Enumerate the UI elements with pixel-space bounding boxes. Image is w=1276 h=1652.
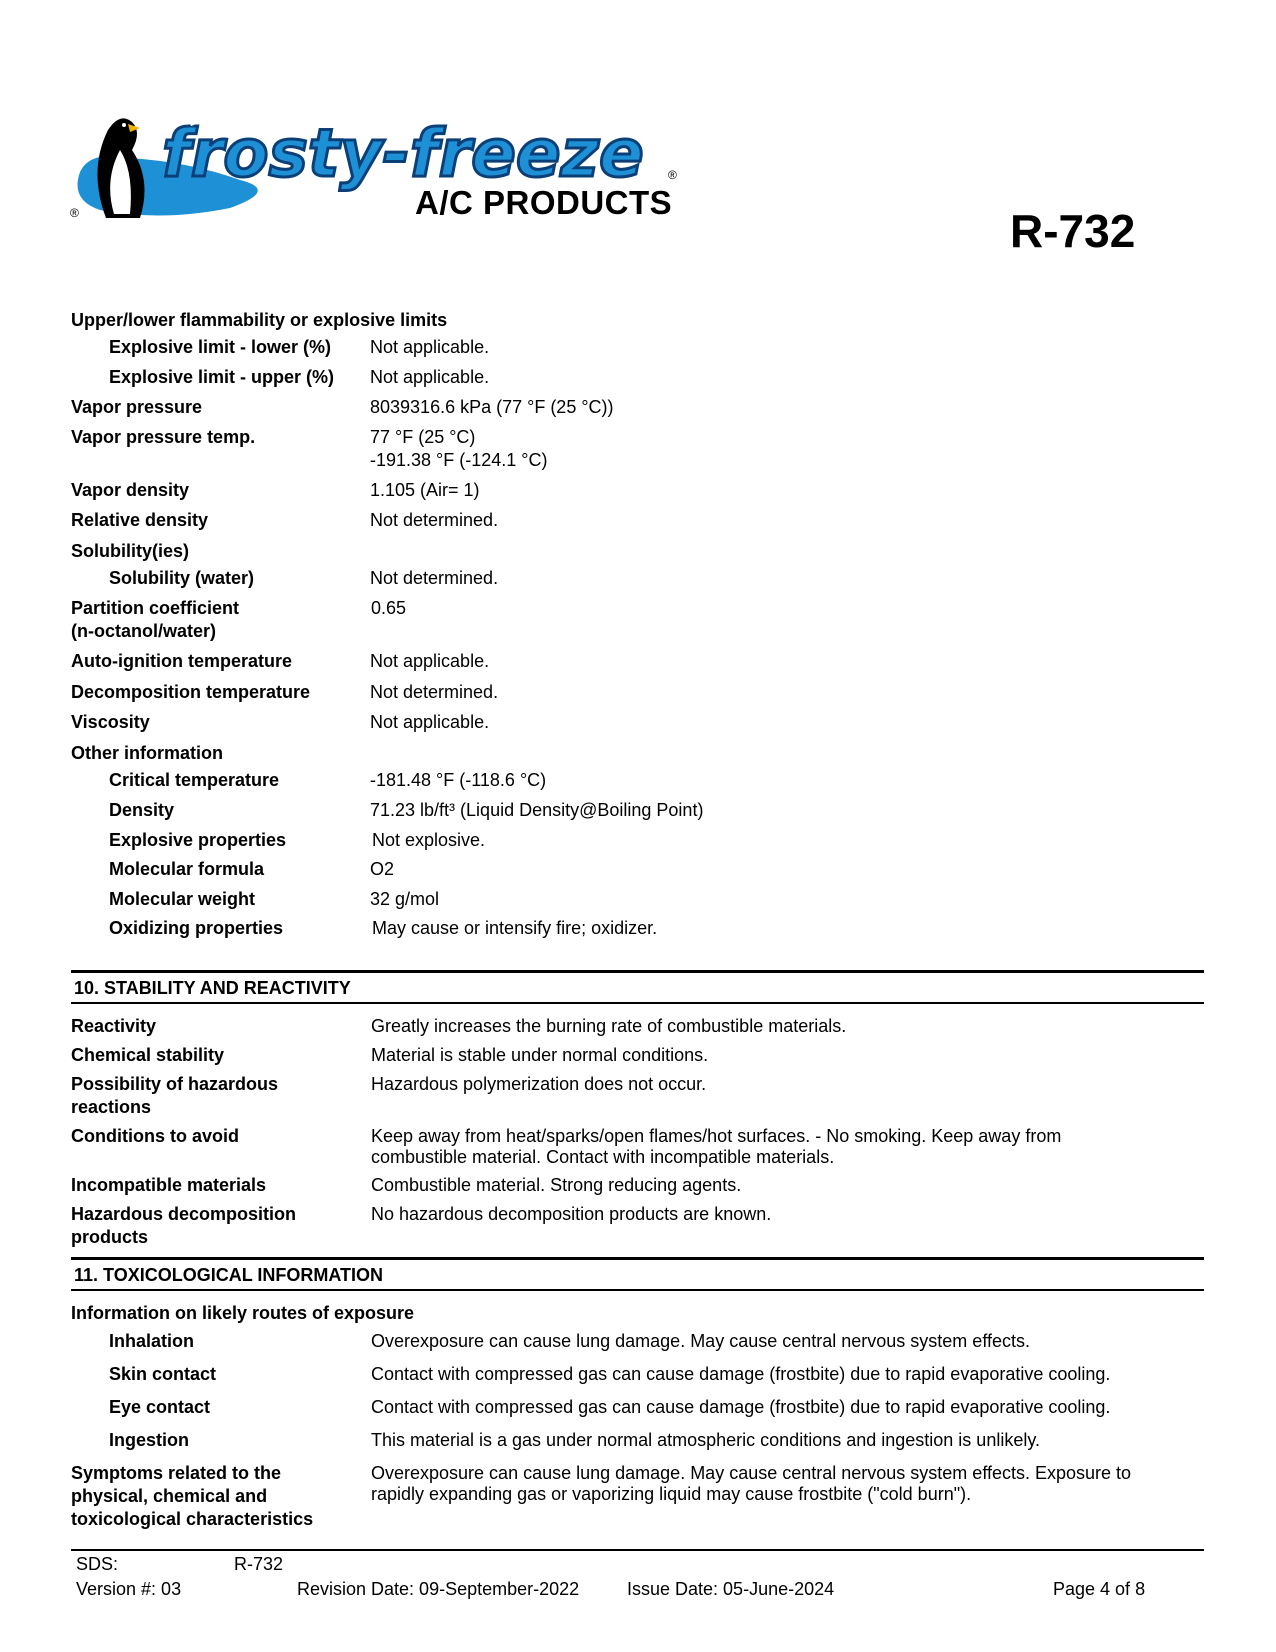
hazardous-decomp-label-2: products [71,1227,149,1247]
conditions-avoid-label: Conditions to avoid [71,1126,239,1146]
solubility-water-value: Not determined. [370,568,499,588]
ingestion-value: This material is a gas under normal atmospheric conditions and ingestion is unlikely. [371,1430,1040,1450]
critical-temp-label: Critical temperature [109,770,280,790]
vapor-pressure-temp-value-1: 77 °F (25 °C) [370,427,476,447]
footer-sds-label: SDS: [76,1554,119,1574]
oxidizing-props-label: Oxidizing properties [109,918,284,938]
eye-contact-label: Eye contact [109,1397,211,1417]
eye-contact-value: Contact with compressed gas can cause damage (frostbite) due to rapid evaporative cooling. [371,1397,1111,1417]
footer-sds-value: R-732 [234,1554,284,1574]
explosive-lower-label: Explosive limit - lower (%) [109,337,332,357]
partition-label-1: Partition coefficient [71,598,240,618]
reactivity-label: Reactivity [71,1016,157,1036]
section-divider [71,1002,1204,1004]
density-label: Density [109,800,175,820]
auto-ignition-label: Auto-ignition temperature [71,651,292,671]
symptoms-label-3: toxicological characteristics [71,1509,314,1529]
oxidizing-props-value: May cause or intensify fire; oxidizer. [372,918,658,938]
solubility-heading: Solubility(ies) [71,541,190,561]
hazardous-reactions-label-2: reactions [71,1097,152,1117]
relative-density-label: Relative density [71,510,209,530]
conditions-avoid-value-1: Keep away from heat/sparks/open flames/hot surfaces. - No smoking. Keep away from [371,1126,1062,1146]
symptoms-value-1: Overexposure can cause lung damage. May cause central nervous system effects. Exposure to [371,1463,1132,1483]
inhalation-value: Overexposure can cause lung damage. May cause central nervous system effects. [371,1331,1031,1351]
footer-divider [71,1549,1204,1551]
skin-contact-label: Skin contact [109,1364,217,1384]
other-info-heading: Other information [71,743,223,763]
symptoms-label-1: Symptoms related to the [71,1463,282,1483]
footer-version: Version #: 03 [76,1579,182,1599]
footer-revision-date: Revision Date: 09-September-2022 [297,1579,580,1599]
registered-mark: ® [70,206,79,220]
vapor-density-value: 1.105 (Air= 1) [370,480,480,500]
density-value: 71.23 lb/ft³ (Liquid Density@Boiling Point) [370,800,704,820]
chemical-stability-value: Material is stable under normal conditions. [371,1045,709,1065]
vapor-density-label: Vapor density [71,480,190,500]
vapor-pressure-value: 8039316.6 kPa (77 °F (25 °C)) [370,397,614,417]
footer-page-number: Page 4 of 8 [1053,1579,1146,1599]
symptoms-label-2: physical, chemical and [71,1486,268,1506]
section-divider [71,1257,1204,1260]
hazardous-reactions-label-1: Possibility of hazardous [71,1074,279,1094]
reactivity-value: Greatly increases the burning rate of combustible materials. [371,1016,847,1036]
hazardous-decomp-label-1: Hazardous decomposition [71,1204,297,1224]
ingestion-label: Ingestion [109,1430,189,1450]
viscosity-value: Not applicable. [370,712,490,732]
explosive-lower-value: Not applicable. [370,337,490,357]
section-11-title: 11. TOXICOLOGICAL INFORMATION [74,1265,384,1285]
hazardous-reactions-value: Hazardous polymerization does not occur. [371,1074,707,1094]
flammability-limits-heading: Upper/lower flammability or explosive limits [71,310,448,330]
chemical-stability-label: Chemical stability [71,1045,225,1065]
critical-temp-value: -181.48 °F (-118.6 °C) [370,770,547,790]
partition-value: 0.65 [371,598,407,618]
explosive-props-value: Not explosive. [372,830,486,850]
symptoms-value-2: rapidly expanding gas or vaporizing liquid may cause frostbite ("cold burn"). [371,1484,972,1504]
section-divider [71,1289,1204,1291]
logo-subtitle: A/C PRODUCTS [415,184,673,221]
molecular-weight-label: Molecular weight [109,889,256,909]
vapor-pressure-label: Vapor pressure [71,397,203,417]
relative-density-value: Not determined. [370,510,499,530]
conditions-avoid-value-2: combustible material. Contact with incompatible materials. [371,1147,835,1167]
routes-exposure-heading: Information on likely routes of exposure [71,1303,415,1323]
partition-label-2: (n-octanol/water) [71,621,217,641]
molecular-weight-value: 32 g/mol [370,889,440,909]
incompatible-value: Combustible material. Strong reducing agents. [371,1175,742,1195]
vapor-pressure-temp-label: Vapor pressure temp. [71,427,256,447]
section-divider [71,970,1204,973]
auto-ignition-value: Not applicable. [370,651,490,671]
hazardous-decomp-value: No hazardous decomposition products are known. [371,1204,772,1224]
solubility-water-label: Solubility (water) [109,568,255,588]
footer-issue-date: Issue Date: 05-June-2024 [627,1579,835,1599]
incompatible-label: Incompatible materials [71,1175,267,1195]
inhalation-label: Inhalation [109,1331,194,1351]
explosive-props-label: Explosive properties [109,830,287,850]
molecular-formula-label: Molecular formula [109,859,265,879]
explosive-upper-value: Not applicable. [370,367,490,387]
decomposition-temp-label: Decomposition temperature [71,682,311,702]
section-10-title: 10. STABILITY AND REACTIVITY [74,978,351,998]
vapor-pressure-temp-value-2: -191.38 °F (-124.1 °C) [370,450,548,470]
molecular-formula-value: O2 [370,859,395,879]
viscosity-label: Viscosity [71,712,150,732]
product-code: R-732 [1010,205,1136,257]
brand-logo [70,110,720,230]
explosive-upper-label: Explosive limit - upper (%) [109,367,335,387]
svg-text:frosty-freeze: frosty-freeze [162,115,644,192]
skin-contact-value: Contact with compressed gas can cause damage (frostbite) due to rapid evaporative cooling. [371,1364,1111,1384]
registered-mark-2: ® [668,168,677,182]
decomposition-temp-value: Not determined. [370,682,499,702]
